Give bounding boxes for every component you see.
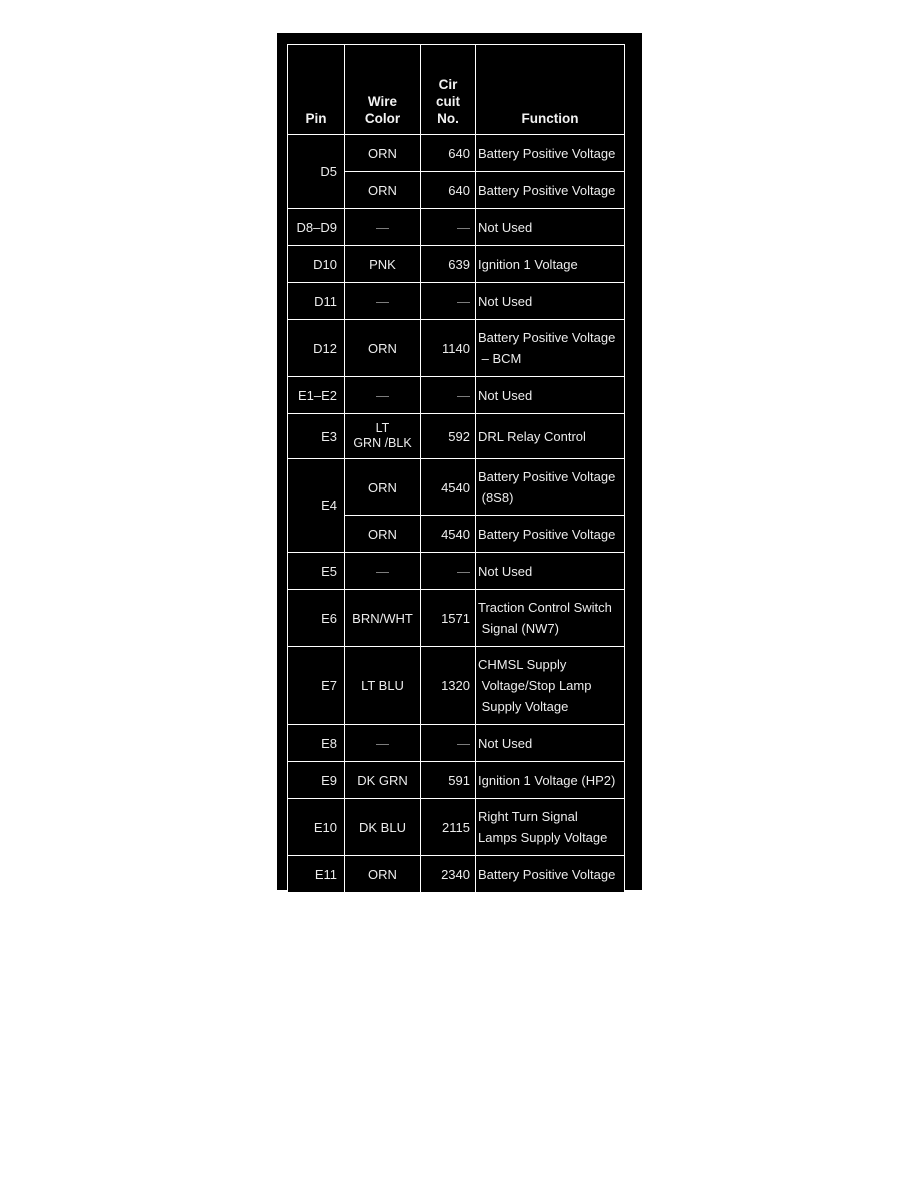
function-cell — [476, 172, 625, 209]
wire-color-text: — — [376, 293, 389, 309]
table-row — [288, 590, 625, 647]
header-label: Color — [364, 111, 401, 126]
wire-color-cell — [345, 209, 421, 246]
pin-cell: E4 — [288, 459, 345, 553]
circuit-no-cell: — — [421, 553, 476, 590]
table-row — [288, 553, 625, 590]
function-text: Ignition 1 Voltage (HP2) — [478, 772, 616, 788]
function-text: Not Used — [478, 293, 533, 309]
function-text: Lamps Supply Voltage — [478, 830, 608, 845]
function-cell — [476, 725, 625, 762]
circuit-no-cell: 1320 — [421, 647, 476, 725]
wire-color-cell — [345, 856, 421, 893]
table-row — [288, 320, 625, 377]
pin-cell: E1–E2 — [288, 377, 345, 414]
circuit-no-cell: 2115 — [421, 799, 476, 856]
pin-cell: E7 — [288, 647, 345, 725]
function-text: Battery Positive Voltage — [478, 330, 616, 345]
pin-cell: E9 — [288, 762, 345, 799]
wire-color-cell — [345, 590, 421, 647]
pin-cell: E5 — [288, 553, 345, 590]
pin-cell: D11 — [288, 283, 345, 320]
function-text: Signal (NW7) — [478, 621, 559, 636]
function-cell — [476, 320, 625, 377]
table-row — [288, 762, 625, 799]
header-wire-color — [345, 45, 421, 135]
header-function — [476, 45, 625, 135]
function-cell — [476, 414, 625, 459]
function-text: Ignition 1 Voltage — [478, 256, 578, 272]
header-label: No. — [437, 111, 459, 126]
function-cell — [476, 246, 625, 283]
header-row — [288, 45, 625, 135]
function-cell — [476, 283, 625, 320]
wire-color-text: — — [376, 219, 389, 235]
wire-color-text: LT BLU — [361, 678, 404, 693]
table-row — [288, 725, 625, 762]
function-cell — [476, 516, 625, 553]
table-row — [288, 283, 625, 320]
function-cell — [476, 590, 625, 647]
circuit-no-cell: 1140 — [421, 320, 476, 377]
wire-color-cell — [345, 553, 421, 590]
wire-color-text: — — [376, 563, 389, 579]
wire-color-text: PNK — [369, 256, 396, 272]
table-row — [288, 647, 625, 725]
wire-color-text: ORN — [368, 182, 397, 198]
table-row — [288, 414, 625, 459]
header-label: Wire — [367, 94, 398, 109]
wire-color-text: GRN /BLK — [353, 436, 412, 450]
table-row — [288, 246, 625, 283]
function-text: DRL Relay Control — [478, 428, 586, 444]
wire-color-text: DK BLU — [359, 819, 406, 835]
circuit-no-cell: 1571 — [421, 590, 476, 647]
header-pin — [288, 45, 345, 135]
circuit-no-cell: 2340 — [421, 856, 476, 893]
pin-cell: D10 — [288, 246, 345, 283]
function-text: Voltage/Stop Lamp — [478, 678, 592, 693]
table-row — [288, 459, 625, 516]
function-text: Battery Positive Voltage — [478, 469, 616, 484]
function-text: Right Turn Signal — [478, 809, 578, 824]
wire-color-cell — [345, 516, 421, 553]
table-row — [288, 856, 625, 893]
function-cell — [476, 799, 625, 856]
pin-cell: D12 — [288, 320, 345, 377]
header-label: Function — [521, 111, 579, 126]
header-label: Cir — [438, 77, 458, 92]
wire-color-text: LT — [375, 421, 390, 435]
wire-color-cell — [345, 762, 421, 799]
table-row — [288, 799, 625, 856]
circuit-no-cell: 4540 — [421, 459, 476, 516]
table-row — [288, 209, 625, 246]
wire-color-text: ORN — [368, 866, 397, 882]
wire-color-text: DK GRN — [357, 772, 408, 788]
wire-color-cell — [345, 414, 421, 459]
pinout-panel — [277, 33, 642, 890]
wire-color-text: BRN/WHT — [352, 610, 413, 626]
wire-color-cell — [345, 377, 421, 414]
wire-color-text: ORN — [368, 340, 397, 356]
wire-color-cell — [345, 459, 421, 516]
function-text: Not Used — [478, 735, 533, 751]
function-cell — [476, 553, 625, 590]
header-label: cuit — [435, 94, 460, 109]
function-text: (8S8) — [478, 490, 514, 505]
function-cell — [476, 856, 625, 893]
function-cell — [476, 459, 625, 516]
wire-color-text: ORN — [368, 145, 397, 161]
table-body — [288, 135, 625, 893]
wire-color-cell — [345, 725, 421, 762]
circuit-no-cell: — — [421, 283, 476, 320]
pin-cell: E10 — [288, 799, 345, 856]
wire-color-cell — [345, 320, 421, 377]
wire-color-cell — [345, 246, 421, 283]
wire-color-cell — [345, 647, 421, 725]
function-text: Not Used — [478, 563, 533, 579]
circuit-no-cell: 592 — [421, 414, 476, 459]
circuit-no-cell: — — [421, 377, 476, 414]
table-row — [288, 377, 625, 414]
function-text: – BCM — [478, 351, 522, 366]
header-circuit-no — [421, 45, 476, 135]
function-text: Battery Positive Voltage — [478, 182, 616, 198]
wire-color-cell — [345, 283, 421, 320]
circuit-no-cell: — — [421, 209, 476, 246]
table-header — [288, 45, 625, 135]
circuit-no-cell: 639 — [421, 246, 476, 283]
connector-pinout-table — [287, 44, 625, 893]
function-cell — [476, 377, 625, 414]
function-cell — [476, 647, 625, 725]
function-text: Battery Positive Voltage — [478, 526, 616, 542]
function-text: Battery Positive Voltage — [478, 145, 616, 161]
circuit-no-cell: 4540 — [421, 516, 476, 553]
wire-color-text: ORN — [368, 526, 397, 542]
circuit-no-cell: 640 — [421, 172, 476, 209]
circuit-no-cell: 640 — [421, 135, 476, 172]
wire-color-text: — — [376, 387, 389, 403]
function-text: Traction Control Switch — [478, 600, 612, 615]
wire-color-text: ORN — [368, 479, 397, 495]
function-cell — [476, 762, 625, 799]
function-cell — [476, 135, 625, 172]
function-text: Not Used — [478, 387, 533, 403]
pin-cell: E3 — [288, 414, 345, 459]
wire-color-cell — [345, 799, 421, 856]
pin-cell: E6 — [288, 590, 345, 647]
function-cell — [476, 209, 625, 246]
pin-cell: E11 — [288, 856, 345, 893]
circuit-no-cell: — — [421, 725, 476, 762]
wire-color-cell — [345, 135, 421, 172]
pin-cell: E8 — [288, 725, 345, 762]
header-label: Pin — [305, 111, 327, 126]
function-text: Battery Positive Voltage — [478, 866, 616, 882]
table-row — [288, 135, 625, 172]
function-text: CHMSL Supply — [478, 657, 567, 672]
function-text: Not Used — [478, 219, 533, 235]
circuit-no-cell: 591 — [421, 762, 476, 799]
wire-color-cell — [345, 172, 421, 209]
pin-cell: D5 — [288, 135, 345, 209]
function-text: Supply Voltage — [478, 699, 569, 714]
wire-color-text: — — [376, 735, 389, 751]
pin-cell: D8–D9 — [288, 209, 345, 246]
